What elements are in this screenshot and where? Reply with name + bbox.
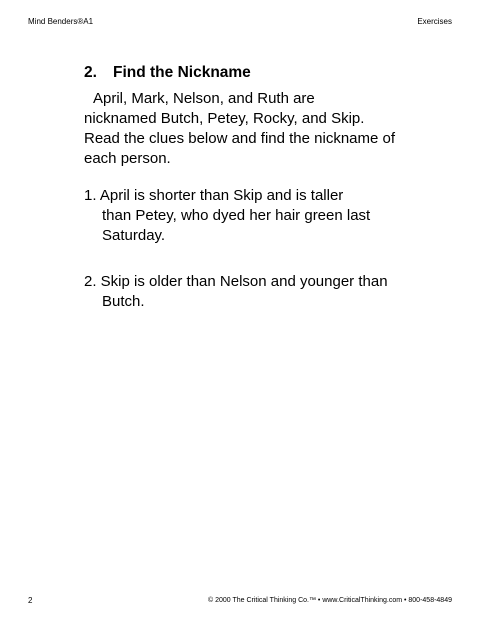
clue-line: 1. April is shorter than Skip and is taller xyxy=(84,187,344,204)
header-book-title: Mind Benders®A1 xyxy=(28,17,94,26)
clue-line: Saturday. xyxy=(102,227,166,244)
clue-line: 2. Skip is older than Nelson and younger than xyxy=(84,273,388,290)
page-number: 2 xyxy=(28,596,33,605)
clue-line: Butch. xyxy=(102,293,145,310)
exercise-title-text: Find the Nickname xyxy=(113,64,251,81)
intro-line: nicknamed Butch, Petey, Rocky, and Skip. xyxy=(84,110,365,127)
intro-line: each person. xyxy=(84,150,171,167)
clue-1 xyxy=(84,186,414,246)
clue-line: than Petey, who dyed her hair green last xyxy=(102,207,371,224)
copyright-notice: © 2000 The Critical Thinking Co.™ • www.CriticalThinking.com • 800-458-4849 xyxy=(207,597,452,604)
exercise-number: 2. xyxy=(84,64,97,81)
intro-line: April, Mark, Nelson, and Ruth are xyxy=(93,90,315,107)
header-section: Exercises xyxy=(417,17,452,26)
exercise-title xyxy=(84,63,251,83)
intro-paragraph xyxy=(84,89,424,169)
clue-2 xyxy=(84,272,414,312)
intro-line: Read the clues below and find the nickname of xyxy=(84,130,396,147)
